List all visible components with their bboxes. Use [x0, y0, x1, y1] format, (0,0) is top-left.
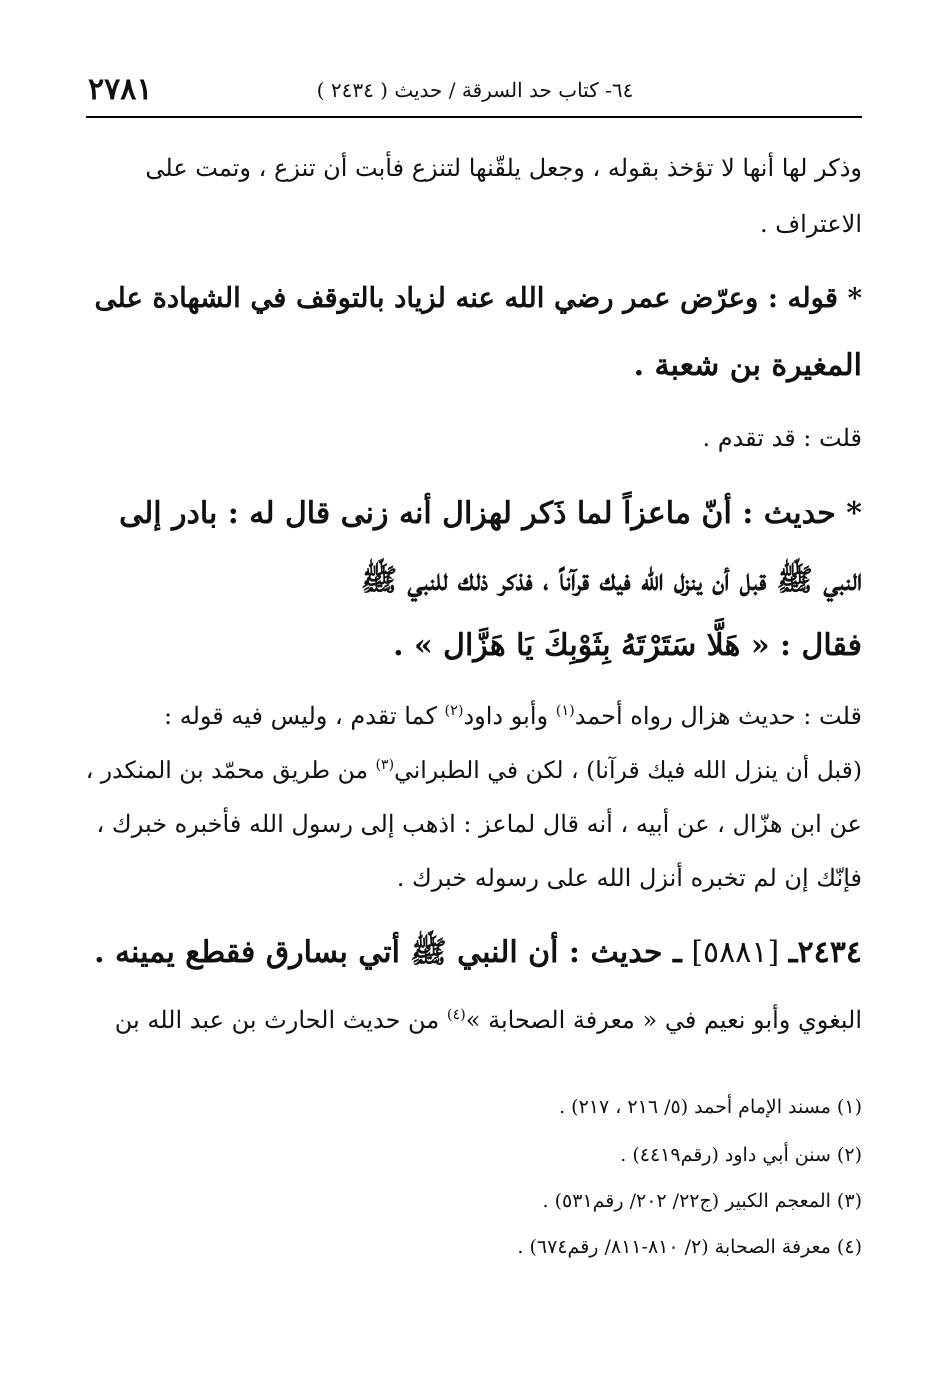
- footnote-2: (٢) سنن أبي داود (رقم٤٤١٩) .: [620, 1144, 862, 1166]
- footnote-3: (٣) المعجم الكبير (ج٢٢/ ٢٠٢/ رقم٥٣١) .: [542, 1190, 862, 1212]
- body-line-1: وذكر لها أنها لا تؤخذ بقوله ، وجعل يلقّنها لتنزع فأبت أن تنزع ، وتمت على: [145, 154, 862, 182]
- body-line-10: [86, 756, 862, 784]
- body-line-12: فإنّك إن لم تخبره أنزل الله على رسوله خبرك .: [396, 864, 862, 892]
- header-rule: [86, 116, 862, 118]
- footnote-ref-4: (٤): [446, 1007, 466, 1023]
- hadith-heading: [86, 934, 862, 977]
- heading-line-3: * حديث : أنّ ماعزاً لما ذَكر لهزال أنه زنى قال له : بادر إلى: [119, 496, 862, 531]
- text-span: من حديث الحارث بن عبد الله بن: [114, 1006, 447, 1034]
- hadith-text: ـ حديث : أن النبي ﷺ أتي بسارق فقطع يمينه .: [94, 935, 682, 970]
- footnote-ref-1: (١): [555, 703, 575, 719]
- page-header: [88, 70, 862, 114]
- body-line-2: الاعتراف .: [760, 210, 862, 238]
- heading-line-5: فقال : « هَلَّا سَتَرْتَهُ بِثَوْبِكَ يَا هَزَّال » .: [393, 628, 862, 663]
- text-span: من طريق محمّد بن المنكدر ،: [85, 756, 376, 784]
- text-span: (قبل أن ينزل الله فيك قرآنا) ، لكن في الطبراني: [394, 756, 862, 784]
- body-line-5: قلت : قد تقدم .: [702, 424, 862, 452]
- footnote-ref-2: (٢): [444, 703, 464, 719]
- heading-line-4: النبي ﷺ قبل أن ينزل الله فيك قرآناً ، فذكر ذلك للنبي ﷺ: [360, 563, 862, 598]
- body-line-9: [86, 702, 862, 730]
- footnote-4: (٤) معرفة الصحابة (٢/ ٨١٠-٨١١/ رقم٦٧٤) .: [517, 1236, 862, 1258]
- running-title: ٦٤- كتاب حد السرقة / حديث ( ٢٤٣٤ ): [316, 78, 634, 102]
- hadith-number: ٢٤٣٤ـ: [788, 935, 862, 970]
- footnote-1: (١) مسند الإمام أحمد (٥/ ٢١٦ ، ٢١٧) .: [559, 1096, 862, 1118]
- page-number: ٢٧٨١: [88, 72, 153, 107]
- heading-line-1: * قوله : وعرّض عمر رضي الله عنه لزياد بالتوقف في الشهادة على: [94, 282, 862, 314]
- text-span: قلت : حديث هزال رواه أحمد: [574, 702, 862, 730]
- hadith-ref: [٥٨٨١]: [681, 935, 789, 970]
- body-line-14: [86, 1006, 862, 1034]
- heading-line-2: المغيرة بن شعبة .: [633, 348, 862, 383]
- footnote-ref-3: (٣): [375, 757, 395, 774]
- body-line-11: عن ابن هزّال ، عن أبيه ، أنه قال لماعز : اذهب إلى رسول الله فأخبره خبرك ،: [96, 810, 862, 838]
- text-span: وأبو داود: [463, 702, 556, 730]
- text-span: البغوي وأبو نعيم في « معرفة الصحابة »: [465, 1006, 862, 1034]
- text-span: كما تقدم ، وليس فيه قوله :: [164, 702, 445, 730]
